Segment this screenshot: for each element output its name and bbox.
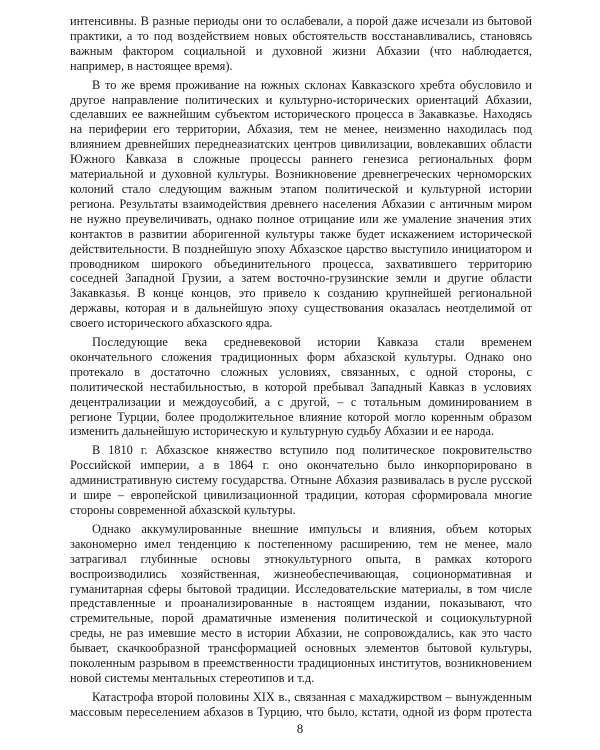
paragraph-1810-russia: В 1810 г. Абхазское княжество вступило под политическое покровительство Российской империи, а в 1864 г. оно окончательно было инкорпорировано в административную систему государства. Отныне Абхазия развивалась в русле русской и шире – европейской цивилизационной традиции, которая сформировала многие стороны современной абхазской культуры. (70, 443, 532, 517)
paragraph-caucasus-orientation: В то же время проживание на южных склонах Кавказского хребта обусловило и другое направление политических и культурно-исторических ориентаций Абхазии, сделавших ее важнейшим субъектом исторического процесса в Закавказье. Находясь на периферии его территории, Абхазия, тем не менее, неизменно находилась под влиянием древнейших переднеазиатских центров цивилизации, вовлекавших области Южного Кавказа в сложные процессы раннего генезиса региональных форм материальной и духовной культуры. Возникновение древнегреческих черноморских колоний стало следующим важным этапом политической и культурной истории региона. Результаты взаимодействия древнего населения Абхазии с античным миром не нужно преувеличивать, однако полное отрицание или же умаление значения этих контактов в развитии аборигенной культуры также будет искажением исторической действительности. В позднейшую эпоху Абхазское царство выступило инициатором и проводником широкого объединительного процесса, захватившего территорию соседней Западной Грузии, а затем восточно-грузинские земли и другие области Закавказья. В конце концов, это привело к созданию крупнейшей региональной державы, которая и в дальнейшую эпоху существования оказалась неотделимой от своего исторического абхазского ядра. (70, 77, 532, 331)
paragraph-external-impulses: Однако аккумулированные внешние импульсы и влияния, объем которых закономерно имел тенденцию к постепенному расширению, тем не менее, мало затрагивал глубинные основы этнокультурного опыта, в рамках которого воспроизводились хозяйственная, жизнеобеспечивающая, соционормативная и гуманитарная сферы бытовой традиции. Исследовательские материалы, в том числе представленные и проанализированные в настоящем издании, показывают, что стремительные, порой драматичные изменения политической и социокультурной среды, не раз имевшие место в истории Абхазии, не сопровождались, как это часто бывает, скачкообразной трансформацией основных элементов бытовой культуры, поколенным разрывом в преемственности традиционных институтов, возникновением новой системы ментальных стереотипов и т.д. (70, 521, 532, 685)
text-column (70, 14, 532, 719)
paragraph-continuation: интенсивны. В разные периоды они то ослабевали, а порой даже исчезали из бытовой практики, а то под воздействием новых обстоятельств восстанавливались, становясь важным фактором социальной и духовной жизни Абхазии (что наблюдается, например, в настоящее время). (70, 14, 532, 73)
paragraph-makhajirstvo: Катастрофа второй половины XIX в., связанная с махаджирством – вынужденным массовым переселением абхазов в Турцию, что было, кстати, одной из форм протеста (70, 689, 532, 719)
page-number: 8 (296, 721, 304, 736)
paragraph-medieval-history: Последующие века средневековой истории Кавказа стали временем окончательного сложения традиционных форм абхазской культуры. Однако оно протекало в достаточно сложных условиях, связанных, с одной стороны, с политической нестабильностью, в которой пребывал Западный Кавказ в условиях децентрализации и междоусобий, а с другой, – с тотальным доминированием в регионе Турции, более продолжительное влияние которой могло коренным образом изменить дальнейшую историческую и культурную судьбу Абхазии и ее народа. (70, 335, 532, 439)
